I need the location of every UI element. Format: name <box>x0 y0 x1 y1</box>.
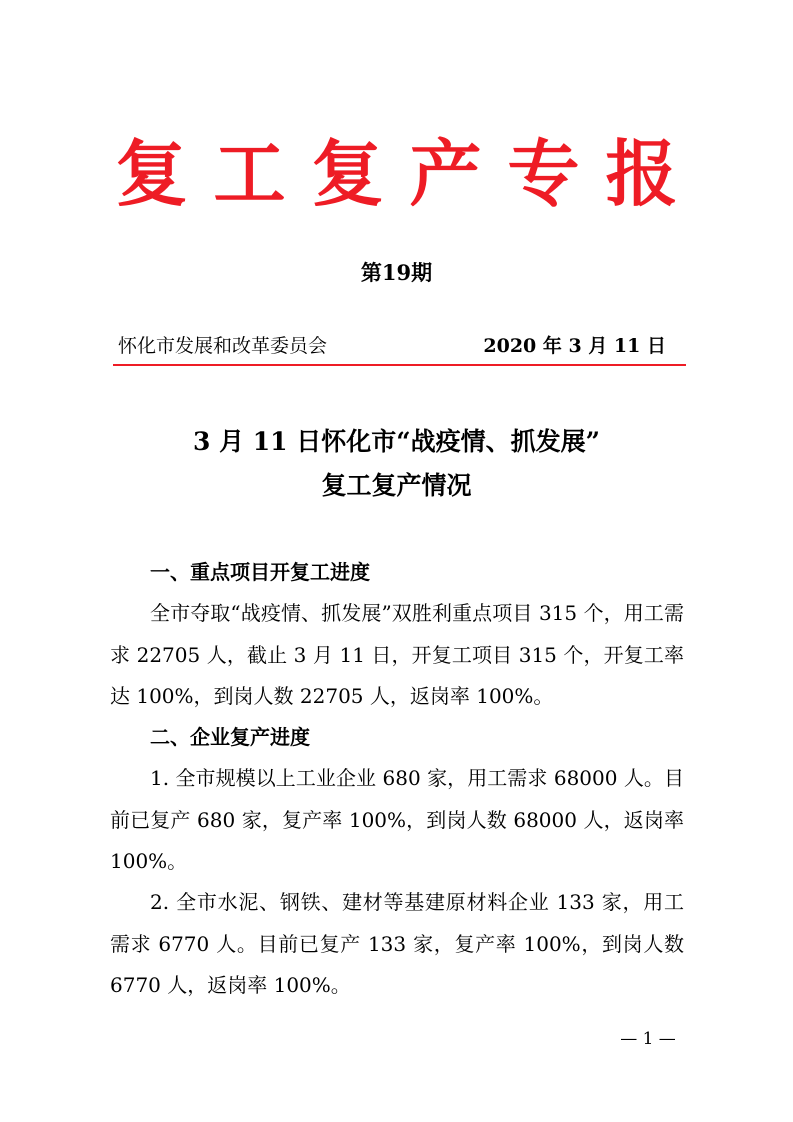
document-title-line-2: 复工复产情况 <box>321 471 472 500</box>
body-paragraph: 1. 全市规模以上工业企业 680 家，用工需求 68000 人。目前已复产 680 家，复产率 100%，到岗人数 68000 人，返岗率 100%。 <box>110 766 684 874</box>
body-paragraph: 2. 全市水泥、钢铁、建材等基建原材料企业 133 家，用工需求 6770 人。目前已复产 133 家，复产率 100%，到岗人数 6770 人，返岗率 100%。 <box>110 890 684 997</box>
body-paragraph: 全市夺取“战疫情、抓发展”双胜利重点项目 315 个，用工需求 22705 人，截止 3 月 11 日，开复工项目 315 个，开复工率达 100%，到岗人数 22705 人，返岗率 100%。 <box>110 601 684 708</box>
document-title-line-1: 3 月 11 日怀化市“战疫情、抓发展” <box>192 427 601 456</box>
document-title <box>0 420 793 508</box>
section-heading: 二、企业复产进度 <box>150 725 310 750</box>
issue-number: 第19期 <box>360 260 433 285</box>
masthead-title: 复工复产专报 <box>115 132 704 216</box>
page-number: — 1 — <box>620 1029 676 1049</box>
document-body <box>110 552 684 1006</box>
publication-info <box>118 331 666 361</box>
section-heading: 一、重点项目开复工进度 <box>150 560 370 584</box>
header-divider <box>113 364 686 366</box>
issuer: 怀化市发展和改革委员会 <box>118 335 328 357</box>
publish-date: 2020 年 3 月 11 日 <box>483 335 666 357</box>
